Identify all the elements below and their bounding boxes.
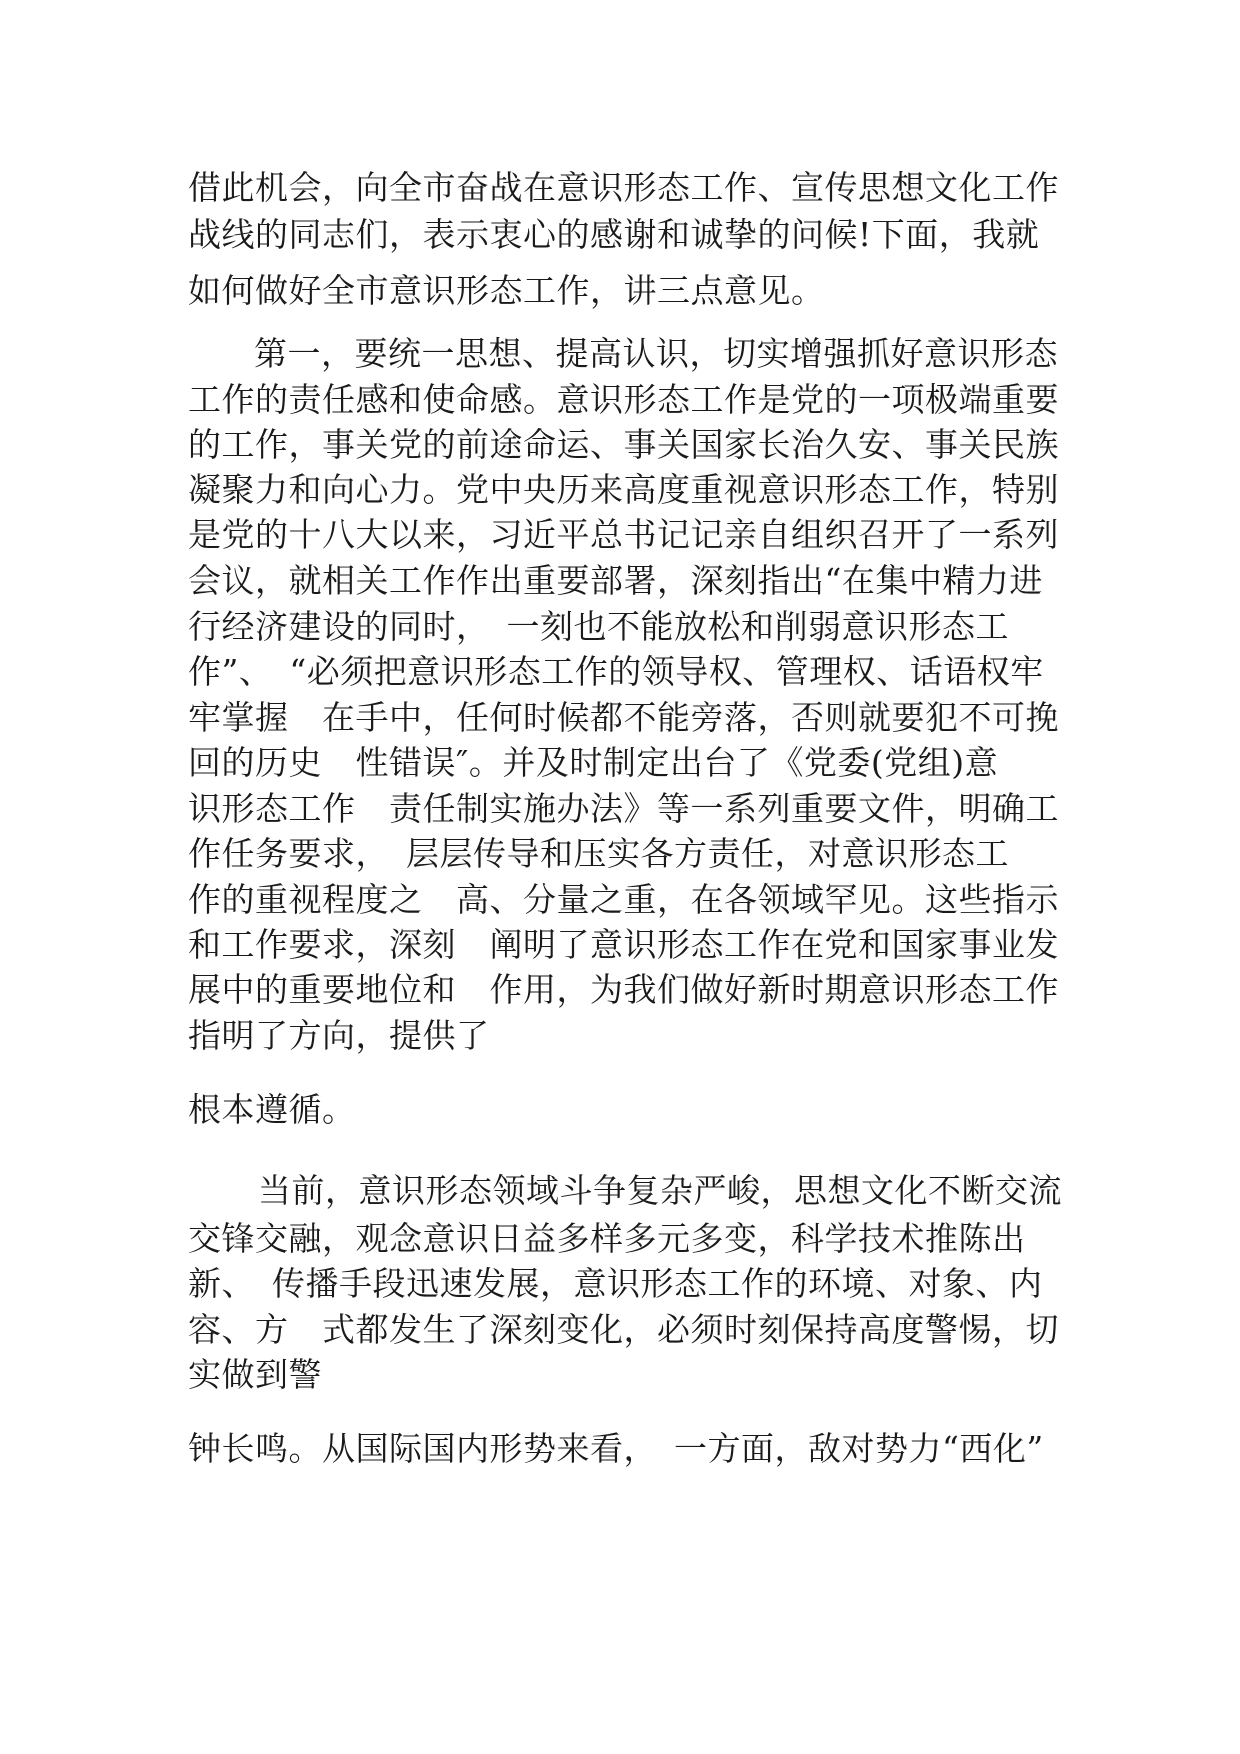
text-line: 作的重视程度之 高、分量之重，在各领域罕见。这些指示 [188,880,1059,919]
text-line: 作”、 “必须把意识形态工作的领导权、管理权、话语权牢 [188,652,1044,691]
text-line: 展中的重要地位和 作用，为我们做好新时期意识形态工作 [188,970,1059,1009]
text-line: 的工作，事关党的前途命运、事关国家长治久安、事关民族 [188,425,1059,464]
text-line: 工作的责任感和使命感。意识形态工作是党的一项极端重要 [188,380,1059,419]
text-line: 如何做好全市意识形态工作，讲三点意见。 [188,271,825,310]
text-line: 实做到警 [188,1355,322,1394]
text-line: 借此机会，向全市奋战在意识形态工作、宣传思想文化工作 [188,168,1059,207]
text-line: 和工作要求，深刻 阐明了意识形态工作在党和国家事业发 [188,925,1059,964]
text-line: 指明了方向，提供了 [188,1016,490,1055]
text-line: 根本遵循。 [188,1090,356,1129]
text-line: 凝聚力和向心力。党中央历来高度重视意识形态工作，特别 [188,470,1059,509]
text-line: 是党的十八大以来，习近平总书记记亲自组织召开了一系列 [188,515,1059,554]
text-line: 钟长鸣。从国际国内形势来看， 一方面，敌对势力“西化” [188,1429,1044,1468]
text-line: 作任务要求， 层层传导和压实各方责任，对意识形态工 [188,834,1009,873]
text-line: 行经济建设的同时， 一刻也不能放松和削弱意识形态工 [188,607,1009,646]
text-line: 交锋交融，观念意识日益多样多元多变，科学技术推陈出 [188,1219,1026,1258]
text-line: 识形态工作 责任制实施办法》等一系列重要文件，明确工 [188,789,1059,828]
text-line: 牢掌握 在手中，任何时候都不能旁落，否则就要犯不可挽 [188,698,1059,737]
text-line: 容、方 式都发生了深刻变化，必须时刻保持高度警惕，切 [188,1310,1059,1349]
text-line: 新、 传播手段迅速发展，意识形态工作的环境、对象、内 [188,1264,1043,1303]
text-line: 回的历史 性错误″。并及时制定出台了《党委(党组)意 [188,743,999,782]
text-line: 战线的同志们，表示衷心的感谢和诚挚的问候!下面，我就 [188,215,1040,254]
paragraph-first-line: 第一，要统一思想、提高认识，切实增强抓好意识形态 [254,334,1058,373]
paragraph-first-line: 当前，意识形态领域斗争复杂严峻，思想文化不断交流 [258,1171,1062,1210]
text-line: 会议，就相关工作作出重要部署，深刻指出“在集中精力进 [188,561,1043,600]
